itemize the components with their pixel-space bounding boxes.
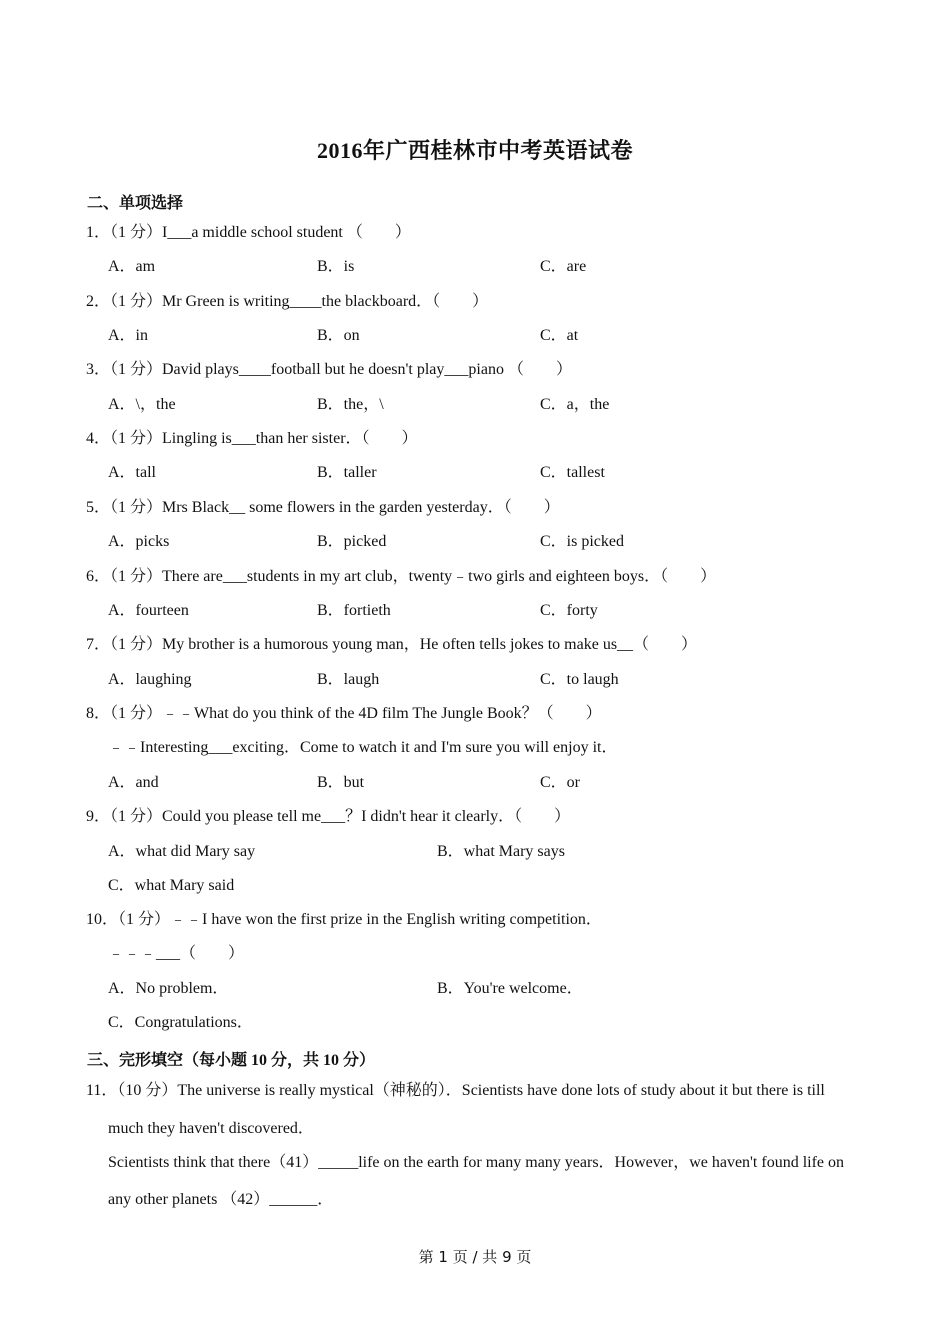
question-8-option-a: A．and	[108, 774, 159, 791]
question-9-option-b: B．what Mary says	[437, 843, 565, 860]
question-2-option-b: B．on	[317, 327, 360, 344]
question-4-option-c: C．tallest	[540, 464, 605, 481]
page-footer: 第 1 页 / 共 9 页	[418, 1248, 532, 1266]
question-6-stem: 6．（1 分）There are___students in my art club，twenty﹣two girls and eighteen boys．（ ）	[86, 568, 717, 585]
question-11-line-1: 11．（10 分）The universe is really mystical（神秘的）．Scientists have done lots of study about it but there is till	[86, 1082, 825, 1099]
question-4-option-b: B．taller	[317, 464, 377, 481]
question-5-option-a: A．picks	[108, 533, 170, 550]
question-2-option-c: C．at	[540, 327, 579, 344]
question-1-option-b: B．is	[317, 258, 355, 275]
question-11-line-2: much they haven't discovered．	[108, 1120, 314, 1137]
question-9-option-a: A．what did Mary say	[108, 843, 256, 860]
question-7-option-b: B．laugh	[317, 671, 380, 688]
question-8-stem: 8．（1 分）﹣﹣What do you think of the 4D film The Jungle Book？（ ）	[86, 705, 602, 722]
question-6-option-b: B．fortieth	[317, 602, 391, 619]
question-5-option-b: B．picked	[317, 533, 387, 550]
question-7-option-a: A．laughing	[108, 671, 192, 688]
question-6-option-c: C．forty	[540, 602, 598, 619]
question-4-stem: 4．（1 分）Lingling is___than her sister．（ ）	[86, 430, 418, 447]
question-11-line-4: any other planets （42）______．	[108, 1191, 334, 1208]
question-10-stem: 10．（1 分）﹣﹣I have won the first prize in the English writing competition．	[86, 911, 602, 928]
question-4-option-a: A．tall	[108, 464, 156, 481]
question-6-option-a: A．fourteen	[108, 602, 189, 619]
question-2-stem: 2．（1 分）Mr Green is writing____the blackboard．（ ）	[86, 293, 489, 310]
section-heading-single-choice: 二、单项选择	[87, 195, 184, 212]
question-8-option-b: B．but	[317, 774, 365, 791]
question-9-stem: 9．（1 分）Could you please tell me___？I didn't hear it clearly．（ ）	[86, 808, 571, 825]
question-1-option-a: A．am	[108, 258, 156, 275]
question-1-stem: 1．（1 分）I___a middle school student （ ）	[86, 224, 411, 241]
question-3-option-c: C．a，the	[540, 396, 610, 413]
question-2-option-a: A．in	[108, 327, 149, 344]
question-7-option-c: C．to laugh	[540, 671, 619, 688]
question-11-line-3: Scientists think that there（41）_____life on the earth for many many years．However，we haven't found life on	[108, 1154, 845, 1171]
question-9-option-c: C．what Mary said	[108, 877, 235, 894]
question-3-stem: 3．（1 分）David plays____football but he doesn't play___piano （ ）	[86, 361, 572, 378]
question-10-dialogue: ﹣﹣﹣___（ ）	[108, 945, 245, 962]
question-8-option-c: C．or	[540, 774, 581, 791]
question-1-option-c: C．are	[540, 258, 587, 275]
question-8-dialogue: ﹣﹣Interesting___exciting．Come to watch it and I'm sure you will enjoy it．	[108, 739, 618, 756]
question-3-option-b: B．the，\	[317, 396, 384, 413]
question-7-stem: 7．（1 分）My brother is a humorous young man，He often tells jokes to make us__（ ）	[86, 636, 698, 653]
question-10-option-c: C．Congratulations．	[108, 1014, 253, 1031]
question-10-option-b: B．You're welcome．	[437, 980, 583, 997]
question-3-option-a: A．\，the	[108, 396, 176, 413]
question-5-stem: 5．（1 分）Mrs Black__ some flowers in the garden yesterday．（ ）	[86, 499, 560, 516]
question-10-option-a: A．No problem．	[108, 980, 229, 997]
section-heading-cloze: 三、完形填空（每小题 10 分，共 10 分）	[87, 1052, 376, 1069]
question-5-option-c: C．is picked	[540, 533, 624, 550]
page-title: 2016年广西桂林市中考英语试卷	[316, 138, 633, 163]
